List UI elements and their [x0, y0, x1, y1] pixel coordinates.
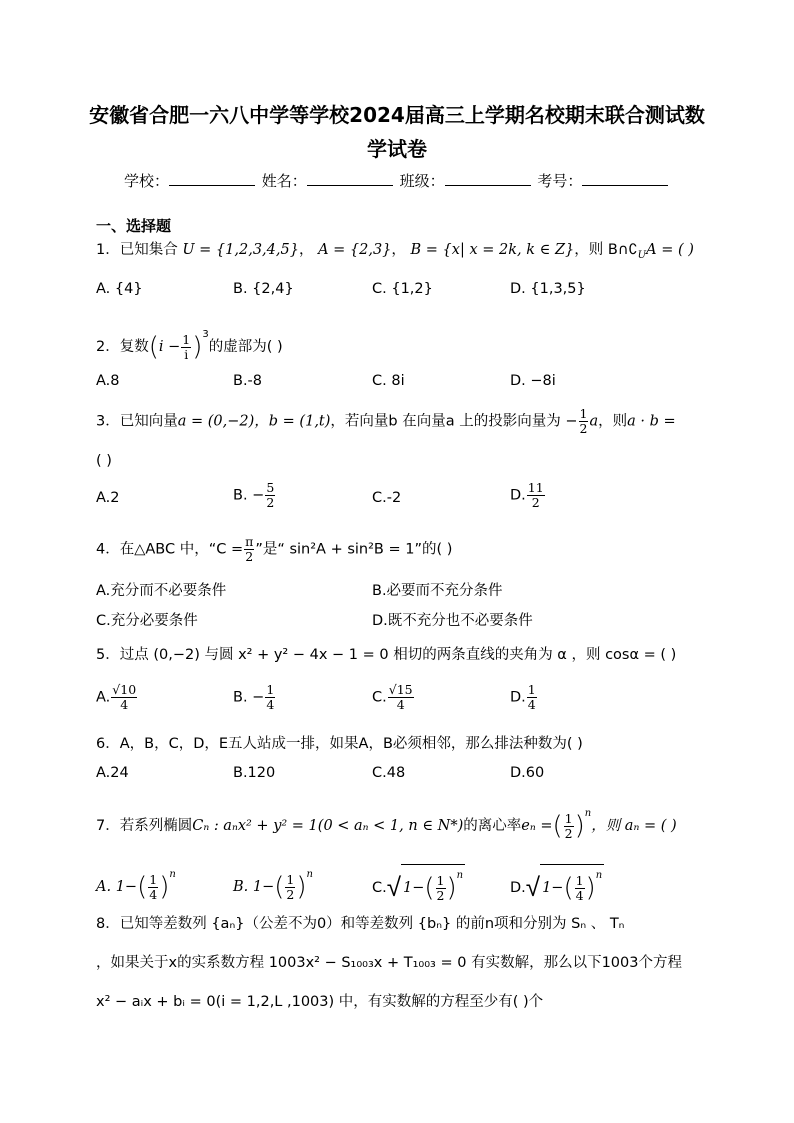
- q4-option-b[interactable]: B.必要而不充分条件: [372, 583, 503, 599]
- q4-stem: 4．在△ABC 中，“C =: [96, 541, 244, 558]
- q7-optb-num: 1: [286, 871, 295, 887]
- q7-optc-paren-close: ): [446, 873, 457, 903]
- q7-optc-in: 1−: [403, 880, 425, 896]
- q3-optd-den: 2: [531, 495, 540, 510]
- q7-optc-num: 1: [436, 872, 445, 888]
- q2-paren-close: ): [192, 332, 203, 362]
- sqrt-icon: √: [386, 873, 402, 903]
- q3-tail: ，则: [598, 413, 628, 430]
- q6-option-b[interactable]: B.120: [233, 765, 276, 781]
- q7-optd-paren-close: ): [585, 873, 596, 903]
- q3-optb-den: 2: [266, 495, 275, 510]
- q2-option-b[interactable]: B.-8: [233, 373, 263, 389]
- q3-num: 1: [579, 406, 588, 421]
- question-7: [96, 803, 677, 841]
- exam-title-line1: 安徽省合肥一六八中学等学校2024届高三上学期名校期末联合测试数: [89, 103, 705, 127]
- q3-mid: ，若向量: [330, 413, 389, 430]
- q7-optb-pre: B. 1−: [233, 879, 275, 895]
- q4-option-a[interactable]: A.充分而不必要条件: [96, 583, 227, 599]
- q5-optd-den: 4: [527, 697, 536, 712]
- sqrt-icon: √: [525, 873, 541, 903]
- q2-paren-open: (: [148, 332, 159, 362]
- q2-stem: 2．复数: [96, 339, 149, 355]
- q6-option-a[interactable]: A.24: [96, 765, 129, 781]
- q2-num: 1: [182, 331, 191, 347]
- q7-optd-num: 1: [575, 872, 584, 888]
- q3-mid3: a 上的投影向量为 −: [445, 413, 578, 430]
- q7-paren-close: ): [574, 811, 585, 841]
- q7-opta-paren-open: (: [137, 872, 148, 902]
- q2-option-c[interactable]: C. 8i: [372, 373, 405, 389]
- q7-exponent: n: [584, 808, 592, 819]
- q7-mid: 的离心率: [463, 818, 522, 834]
- q7-opta-pre: A. 1−: [96, 879, 138, 895]
- q3-optb-fraction: [265, 481, 275, 510]
- q7-optc-den: 2: [436, 887, 445, 903]
- q7-fraction: [564, 812, 574, 841]
- school-label: 学校：: [124, 172, 170, 190]
- q3-vector-a: a = (0,−2)，: [177, 413, 269, 430]
- class-label: 班级：: [399, 172, 445, 190]
- question-3: [96, 407, 676, 436]
- q7-ellipse: Cₙ : aₙx² + y² = 1(0 < aₙ < 1, n ∈ N*): [192, 818, 464, 834]
- q3-fraction: [579, 407, 589, 436]
- q1-stem: 1．已知集合: [96, 242, 178, 258]
- q7-optd-den: 4: [575, 887, 584, 903]
- q7-optc-fraction: [436, 874, 446, 903]
- q3-den: 2: [579, 421, 588, 436]
- student-info-row: [124, 170, 670, 192]
- q7-optd-radicand: [540, 864, 604, 903]
- q7-option-a[interactable]: [96, 864, 176, 902]
- q5-optb-fraction: [265, 683, 275, 712]
- exam-title-line2: 学试卷: [367, 137, 427, 161]
- q2-option-d[interactable]: D. −8i: [510, 373, 556, 389]
- q5-opta-pre: A.: [96, 689, 111, 706]
- q5-optc-den: 4: [396, 697, 405, 712]
- question-6: 6．A，B，C，D，E五人站成一排，如果A，B必须相邻，那么排法种数为( ): [96, 736, 583, 752]
- q6-option-d[interactable]: D.60: [510, 765, 545, 781]
- q3-optb-pre: B. −: [233, 487, 265, 504]
- q4-num: π: [245, 534, 254, 549]
- question-5: 5．过点 (0,−2) 与圆 x² + y² − 4x − 1 = 0 相切的两条直线的夹角为 α ，则 cosα = ( ): [96, 647, 677, 663]
- q7-optb-paren-close: ): [296, 872, 307, 902]
- q6-option-c[interactable]: C.48: [372, 765, 406, 781]
- q5-opta-den: 4: [120, 697, 129, 712]
- q5-optc-num: √15: [388, 682, 413, 697]
- q4-option-d[interactable]: D.既不充分也不必要条件: [372, 613, 533, 629]
- q7-e: eₙ =: [521, 818, 553, 834]
- q3-tail2: a · b =: [627, 413, 676, 430]
- q3-optd-num: 11: [527, 480, 544, 495]
- q3-option-d[interactable]: [510, 481, 546, 510]
- q2-tail: 的虚部为( ): [208, 339, 283, 355]
- q2-i: i −: [158, 339, 181, 355]
- question-4: [96, 535, 452, 564]
- q7-opta-paren-close: ): [159, 872, 170, 902]
- q3-vector-b: b = (1,t): [268, 413, 331, 430]
- q7-optd-pre: D.: [510, 880, 526, 896]
- q1-set-u: U = {1,2,3,4,5}: [182, 242, 299, 258]
- q3-option-a[interactable]: A.2: [96, 490, 120, 506]
- q7-option-b[interactable]: [233, 864, 313, 902]
- q1-option-a[interactable]: A. {4}: [96, 281, 143, 297]
- exam-number-blank[interactable]: [582, 170, 668, 186]
- q4-tail: ”是“ sin²A + sin²B = 1”的( ): [255, 541, 453, 558]
- q7-den: 2: [564, 825, 573, 841]
- q5-optd-num: 1: [527, 682, 536, 697]
- q7-optb-den: 2: [286, 886, 295, 902]
- q5-optd-pre: D.: [510, 689, 526, 706]
- q2-exponent: 3: [202, 329, 209, 340]
- q3-vec: a: [589, 413, 599, 430]
- question-1: 1．已知集合 U = {1,2,3,4,5}， A = {2,3}， B = {x| x = 2k, k ∈ Z}，则 $B\cap∁_UA$ = ( ): [96, 242, 694, 261]
- q7-option-c[interactable]: [372, 864, 465, 903]
- q5-optb-num: 1: [266, 682, 275, 697]
- q7-opta-num: 1: [149, 871, 158, 887]
- q7-optd-exp: n: [595, 870, 603, 881]
- q5-option-b[interactable]: [233, 683, 276, 712]
- q7-optd-fraction: [575, 874, 585, 903]
- q1-set-a: A = {2,3}: [318, 242, 392, 258]
- q7-optb-paren-open: (: [274, 872, 285, 902]
- q7-optb-fraction: [285, 873, 295, 902]
- q5-optd-fraction: [527, 683, 537, 712]
- q3-option-c[interactable]: C.-2: [372, 490, 402, 506]
- q1-tail2: A = ( ): [646, 242, 694, 258]
- question-2: [96, 324, 283, 362]
- q7-optc-paren-open: (: [424, 873, 435, 903]
- q7-stem: 7．若系列椭圆: [96, 818, 193, 834]
- q4-option-c[interactable]: C.充分必要条件: [96, 613, 198, 629]
- q1-option-c[interactable]: C. {1,2}: [372, 281, 433, 297]
- q7-paren-open: (: [552, 811, 563, 841]
- q3-optd-pre: D.: [510, 487, 526, 504]
- name-label: 姓名：: [261, 172, 307, 190]
- question-8-line2: ，如果关于x的实系数方程 1003x² − S₁₀₀₃x + T₁₀₀₃ = 0 有实数解，那么以下1003个方程: [96, 955, 682, 971]
- q3-stem: 3．已知向量: [96, 413, 178, 430]
- q3-paren: ( ): [96, 453, 112, 469]
- q4-den: 2: [245, 549, 254, 564]
- section-title: 一、选择题: [96, 217, 172, 235]
- question-8-line1: 8．已知等差数列 {aₙ}（公差不为0）和等差数列 {bₙ} 的前n项和分别为 Sₙ 、 Tₙ: [96, 916, 625, 932]
- q3-optb-num: 5: [266, 480, 275, 495]
- q3-optd-fraction: [527, 481, 545, 510]
- q4-fraction: [244, 535, 254, 564]
- q7-optc-pre: C.: [372, 880, 387, 896]
- q5-optc-fraction: [388, 683, 414, 712]
- q7-opta-exp: n: [169, 869, 176, 880]
- q7-optb-exp: n: [306, 869, 313, 880]
- q5-optc-pre: C.: [372, 689, 387, 706]
- question-8-line3: x² − aᵢx + bᵢ = 0(i = 1,2,L ,1003) 中，有实数解的方程至少有( )个: [96, 994, 544, 1010]
- q5-opta-fraction: [111, 683, 137, 712]
- q5-optb-pre: B. −: [233, 689, 265, 706]
- q7-option-d[interactable]: [510, 864, 604, 903]
- q7-opta-den: 4: [149, 886, 158, 902]
- q1-option-b[interactable]: B. {2,4}: [233, 281, 294, 297]
- name-blank[interactable]: [307, 170, 393, 186]
- q1-set-b: B = {x| x = 2k, k ∈ Z}: [410, 242, 575, 258]
- q2-option-a[interactable]: A.8: [96, 373, 120, 389]
- q5-option-d[interactable]: [510, 683, 538, 712]
- class-blank[interactable]: [445, 170, 531, 186]
- q3-option-b[interactable]: [233, 481, 276, 510]
- q7-optc-radicand: [401, 864, 465, 903]
- q5-option-c[interactable]: [372, 683, 415, 712]
- q7-optc-exp: n: [456, 870, 464, 881]
- q5-option-a[interactable]: [96, 683, 138, 712]
- q1-option-d[interactable]: D. {1,3,5}: [510, 281, 586, 297]
- q7-opta-fraction: [148, 873, 158, 902]
- q5-opta-num: √10: [112, 682, 137, 697]
- school-blank[interactable]: [169, 170, 255, 186]
- q2-fraction: [181, 333, 191, 362]
- q5-optb-den: 4: [266, 697, 275, 712]
- q7-num: 1: [564, 810, 573, 826]
- exam-number-label: 考号：: [537, 172, 583, 190]
- q7-tail: ，则 aₙ = ( ): [591, 818, 677, 834]
- q2-den: i: [184, 346, 189, 362]
- q7-optd-paren-open: (: [563, 873, 574, 903]
- q1-tail: ，则 B∩∁: [574, 242, 638, 258]
- q7-optd-in: 1−: [542, 880, 564, 896]
- q3-mid2: b 在向量: [388, 413, 446, 430]
